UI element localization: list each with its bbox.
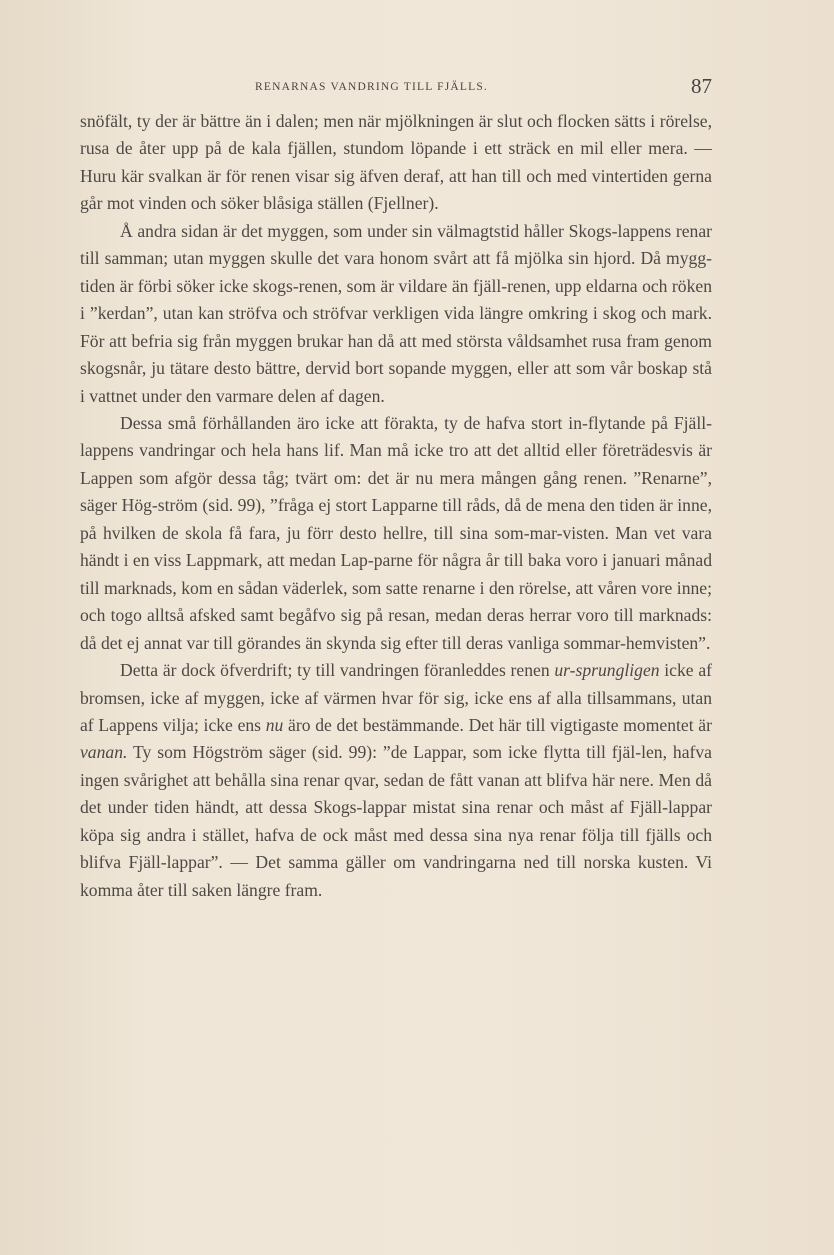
paragraph-4 bbox=[80, 657, 712, 904]
emphasis-ursprungligen: ur-sprungligen bbox=[554, 660, 660, 681]
paragraph-4-text-c: äro de det bestämmande. Det här till vigtigaste momentet är bbox=[283, 714, 712, 735]
paragraph-4-text-b: icke af bromsen, icke af myggen, icke af värmen hvar för sig, icke ens af alla tillsammans, utan af Lappens vilja; icke ens bbox=[80, 660, 712, 735]
emphasis-nu: nu bbox=[265, 714, 284, 735]
running-head: RENARNAS VANDRING TILL FJÄLLS. bbox=[255, 81, 489, 93]
body-text bbox=[80, 108, 712, 904]
paragraph-4-text-a: Detta är dock öfverdrift; ty till vandringen föranleddes renen bbox=[120, 660, 555, 681]
page-header bbox=[80, 74, 712, 104]
paragraph-2: Å andra sidan är det myggen, som under sin välmagtstid håller Skogs-lappens renar till samman; utan myggen skulle det vara honom svårt att få mjölka sin hjord. Då mygg-tiden är förbi söker icke skogs-renen, som är vildare än fjäll-renen, upp eldarna och röken i ”kerdan”, utan kan ströfva och ströfvar verkligen vida längre omkring i skog och mark. För att befria sig från myggen brukar han då att med största våldsamhet rusa fram genom skogsnår, ju tätare desto bättre, dervid bort sopande myggen, eller att som vår boskap stå i vattnet under den varmare delen af dagen. bbox=[80, 220, 712, 406]
paragraph-3: Dessa små förhållanden äro icke att förakta, ty de hafva stort in-flytande på Fjäll-lappens vandringar och hela hans lif. Man må icke tro att det alltid eller företrädesvis är Lappen som afgör dessa tåg; tvärt om: det är nu mera mången gång renen. ”Renarne”, säger Hög-ström (sid. 99), ”fråga ej stort Lapparne till råds, då de mena den tiden är inne, på hvilken de skola få fara, ju förr desto hellre, till sina som-mar-visten. Man vet vara händt i en viss Lappmark, att medan Lap-parne för några år till baka voro i januari månad till marknads, kom en sådan väderlek, som satte renarne i den rörelse, att våren vore inne; och togo alltså afsked samt begåfvo sig på resan, medan deras herrar voro till marknads: då det ej annat var till görandes än skynda sig efter till deras vanliga sommar-hemvisten”. bbox=[80, 412, 712, 653]
emphasis-vanan: vanan. bbox=[80, 742, 128, 763]
paragraph-4-text-d: Ty som Högström säger (sid. 99): ”de Lappar, som icke flytta till fjäl-len, hafva ingen svårighet att behålla sina renar qvar, sedan de fått vanan att blifva här nere. Men då det under tiden händt, att dessa Skogs-lappar mistat sina renar och måst af Fjäll-lappar köpa sig andra i stället, hafva de ock måst med dessa sina nya renar följa till fjälls och blifva Fjäll-lappar”. — Det samma gäller om vandringarna ned till norska kusten. Vi komma åter till saken längre fram. bbox=[80, 742, 712, 900]
paragraph-1: snöfält, ty der är bättre än i dalen; men när mjölkningen är slut och flocken sätts i rörelse, rusa de åter upp på de kala fjällen, stundom löpande i ett sträck en mil eller mera. — Huru kär svalkan är för renen visar sig äfven deraf, att han till och med vintertiden gerna går mot vinden och söker blåsiga ställen (Fjellner). bbox=[80, 111, 712, 214]
page-number: 87 bbox=[691, 74, 712, 98]
